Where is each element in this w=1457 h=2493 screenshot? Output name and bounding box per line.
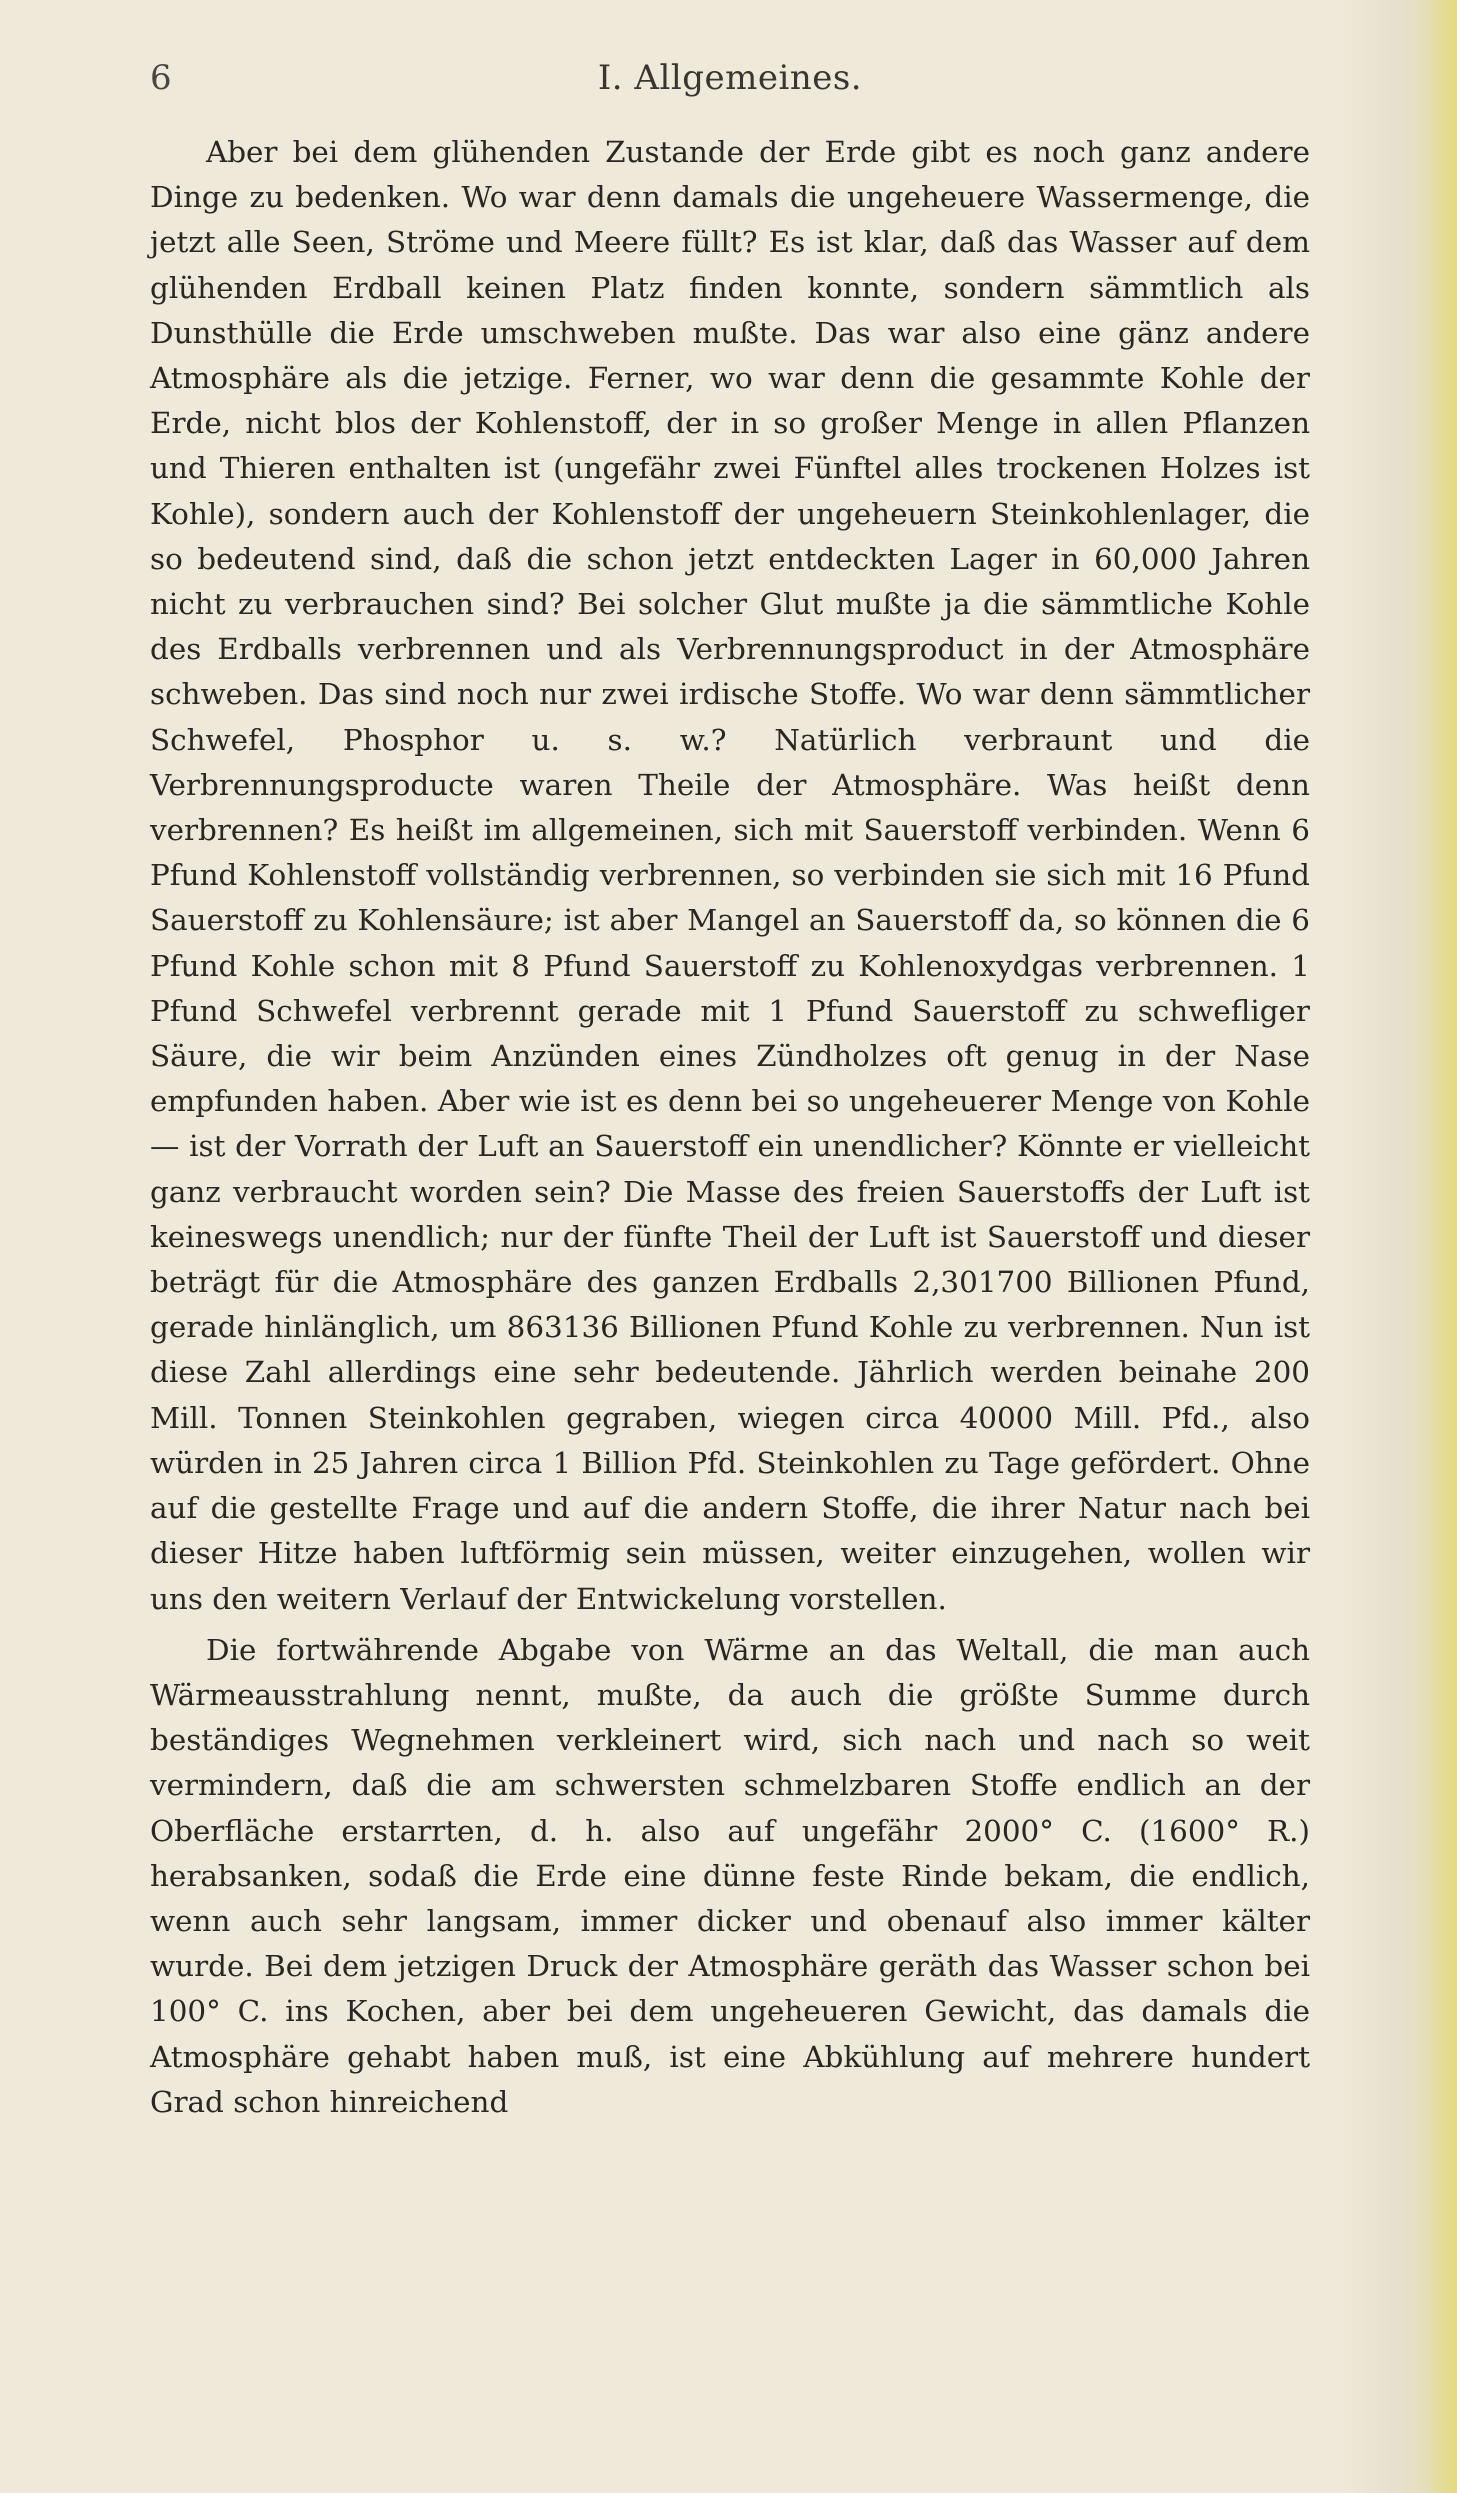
body-text: [150, 130, 1310, 2131]
paragraph-1: Aber bei dem glühenden Zustande der Erde gibt es noch ganz andere Dinge zu bedenken. Wo war denn damals die ungeheuere Wassermenge, die jetzt alle Seen, Ströme und Meere füllt? Es ist klar, daß das Wasser auf dem glühenden Erdball keinen Platz finden konnte, sondern sämmtlich als Dunsthülle die Erde umschweben mußte. Das war also eine gänz andere Atmosphäre als die jetzige. Ferner, wo war denn die gesammte Kohle der Erde, nicht blos der Kohlenstoff, der in so großer Menge in allen Pflanzen und Thieren enthalten ist (ungefähr zwei Fünftel alles trockenen Holzes ist Kohle), sondern auch der Kohlenstoff der ungeheuern Steinkohlenlager, die so bedeutend sind, daß die schon jetzt entdeckten Lager in 60,000 Jahren nicht zu verbrauchen sind? Bei solcher Glut mußte ja die sämmtliche Kohle des Erdballs verbrennen und als Verbrennungsproduct in der Atmosphäre schweben. Das sind noch nur zwei irdische Stoffe. Wo war denn sämmtlicher Schwefel, Phosphor u. s. w.? Natürlich verbraunt und die Verbrennungsproducte waren Theile der Atmosphäre. Was heißt denn verbrennen? Es heißt im allgemeinen, sich mit Sauerstoff verbinden. Wenn 6 Pfund Kohlenstoff vollständig verbrennen, so verbinden sie sich mit 16 Pfund Sauerstoff zu Kohlensäure; ist aber Mangel an Sauerstoff da, so können die 6 Pfund Kohle schon mit 8 Pfund Sauerstoff zu Kohlenoxydgas verbrennen. 1 Pfund Schwefel verbrennt gerade mit 1 Pfund Sauerstoff zu schwefliger Säure, die wir beim Anzünden eines Zündholzes oft genug in der Nase empfunden haben. Aber wie ist es denn bei so ungeheuerer Menge von Kohle — ist der Vorrath der Luft an Sauerstoff ein unendlicher? Könnte er vielleicht ganz verbraucht worden sein? Die Masse des freien Sauerstoffs der Luft ist keineswegs unendlich; nur der fünfte Theil der Luft ist Sauerstoff und dieser beträgt für die Atmosphäre des ganzen Erdballs 2,301700 Billionen Pfund, gerade hinlänglich, um 863136 Billionen Pfund Kohle zu verbrennen. Nun ist diese Zahl allerdings eine sehr bedeutende. Jährlich werden beinahe 200 Mill. Tonnen Steinkohlen gegraben, wiegen circa 40000 Mill. Pfd., also würden in 25 Jahren circa 1 Billion Pfd. Steinkohlen zu Tage gefördert. Ohne auf die gestellte Frage und auf die andern Stoffe, die ihrer Natur nach bei dieser Hitze haben luftförmig sein müssen, weiter einzugehen, wollen wir uns den weitern Verlauf der Entwickelung vorstellen.: [150, 135, 1310, 1616]
page-number: 6: [150, 58, 172, 98]
page-edge-shadow: [1419, 0, 1457, 2493]
page-header: [150, 58, 1310, 118]
paragraph-2: Die fortwährende Abgabe von Wärme an das Weltall, die man auch Wärmeausstrahlung nennt, mußte, da auch die größte Summe durch beständiges Wegnehmen verkleinert wird, sich nach und nach so weit vermindern, daß die am schwersten schmelzbaren Stoffe endlich an der Oberfläche erstarrten, d. h. also auf ungefähr 2000° C. (1600° R.) herabsanken, sodaß die Erde eine dünne feste Rinde bekam, die endlich, wenn auch sehr langsam, immer dicker und obenauf also immer kälter wurde. Bei dem jetzigen Druck der Atmosphäre geräth das Wasser schon bei 100° C. ins Kochen, aber bei dem ungeheueren Gewicht, das damals die Atmosphäre gehabt haben muß, ist eine Abkühlung auf mehrere hundert Grad schon hinreichend: [150, 1632, 1310, 2119]
running-head: I. Allgemeines.: [597, 58, 863, 98]
